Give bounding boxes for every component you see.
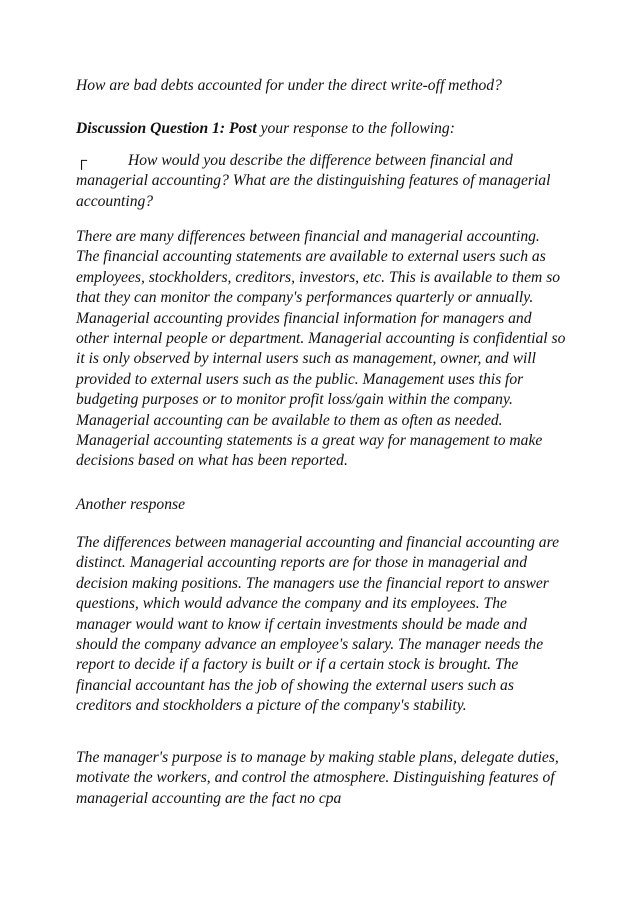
discussion-heading-bold: Discussion Question 1: Post: [76, 120, 257, 137]
discussion-heading: [76, 119, 566, 139]
response-paragraph-3: The manager's purpose is to manage by making stable plans, delegate duties, motivate the workers, and control the atmosphere. Distinguishing features of managerial accounting are the fact no cpa: [76, 749, 559, 807]
discussion-heading-rest: your response to the following:: [256, 120, 455, 137]
bullet-question-text: How would you describe the difference between financial and managerial accounting? What are the distinguishing features of managerial accounting?: [76, 152, 551, 210]
response-paragraph-2: The differences between managerial accounting and financial accounting are distinct. Managerial accounting reports are for those in managerial and decision making positions. The managers use the financial report to answer questions, which would advance the company and its employees. The manager would want to know if certain investments should be made and should the company advance an employee's salary. The manager needs the report to decide if a factory is built or if a certain stock is brought. The financial accountant has the job of showing the external users such as creditors and stockholders a picture of the company's stability.: [76, 534, 560, 715]
bullet-question-paragraph: [76, 151, 566, 212]
bad-debts-question: How are bad debts accounted for under the direct write-off method?: [76, 77, 502, 94]
bullet-box-icon: ┌: [76, 152, 88, 169]
another-response-label: Another response: [76, 496, 185, 513]
response-paragraph-1: There are many differences between financial and managerial accounting. The financial accounting statements are available to external users such as employees, stockholders, creditors, investors, etc. This is available to them so that they can monitor the company's performances quarterly or annually. Managerial accounting provides financial information for managers and other internal people or department. Managerial accounting is confidential so it is only observed by internal users such as management, owner, and will provided to external users such as the public. Management uses this for budgeting purposes or to monitor profit loss/gain within the company. Managerial accounting can be available to them as often as needed. Managerial accounting statements is a great way for management to make decisions based on what has been reported.: [76, 228, 566, 470]
